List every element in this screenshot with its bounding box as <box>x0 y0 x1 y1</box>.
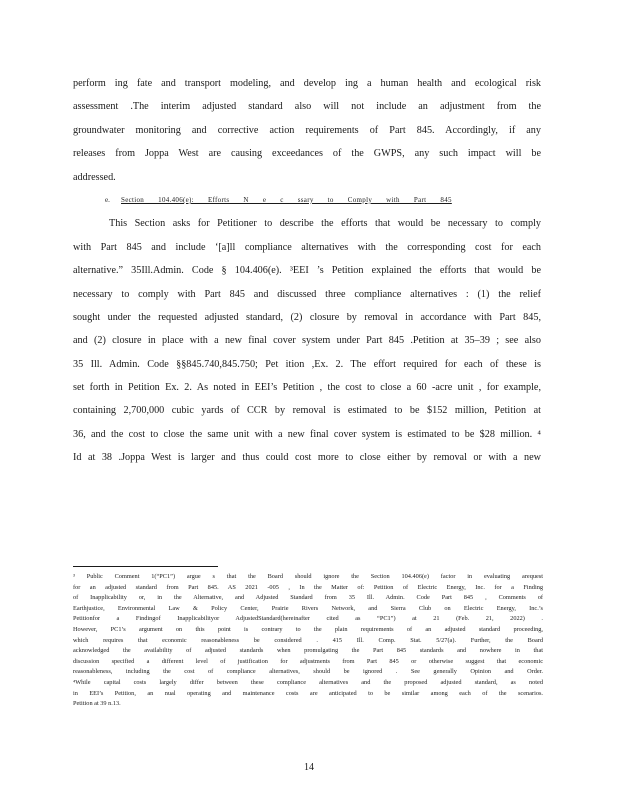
footnote-line: Petition at 39 n.13. <box>73 700 121 708</box>
body-line: assessment .The interim adjusted standard also will not include an adjustment from the <box>73 101 541 113</box>
section-heading-title: Section 104.406(e): Efforts N e c ssary to Comply with Part 845 <box>121 195 452 204</box>
footnote-line: in EEI’s Petition, an nual operating and maintenance costs are anticipated to be similar among each of the scenarios. <box>73 689 543 697</box>
body-line: with Part 845 and include ‘[a]ll compliance alternatives with the corresponding cost for each <box>73 241 541 253</box>
body-text <box>73 72 541 470</box>
body-line: and (2) closure in place with a new final cover system under Part 845 .Petition at 35–39 ; see also <box>73 335 541 347</box>
footnote-line: acknowledged the availability of adjusted standards when promulgating the Part 845 standards and nowhere in that <box>73 647 543 655</box>
body-line: addressed. <box>73 171 116 183</box>
footnote-line: ³ Public Comment 1(“PC1”) argue s that the Board should ignore the Section 104.406(e) factor in evaluating arequest <box>73 573 543 580</box>
body-line: alternative.” 35Ill.Admin. Code § 104.406(e). ³EEI ’s Petition explained the efforts that would be <box>73 265 541 277</box>
footnote-line: for an adjusted standard from Part 845. AS 2021 -005 , In the Matter of: Petition of Electric Energy, Inc. for a Finding <box>73 583 543 591</box>
footnotes <box>73 572 543 710</box>
footnote-line: discussion specified a different level of justification for adjustments from Part 845 or otherwise suggest that economic <box>73 657 543 665</box>
page-number: 14 <box>304 762 314 773</box>
footnote-line: Petitionfor a Findingof Inapplicabilityor AdjustedStandard(hereinafter cited as “PC1”) at 21 (Feb. 21, 2022) . <box>73 615 543 623</box>
section-heading-letter: e. <box>105 195 110 204</box>
body-line: 35 Ill. Admin. Code §§845.740,845.750; Pet ition ,Ex. 2. The effort required for each of these is <box>73 358 541 370</box>
body-line: containing 2,700,000 cubic yards of CCR by removal is estimated to be $152 million, Petition at <box>73 405 541 417</box>
body-line: 36, and the cost to close the same unit with a new final cover system is estimated to be $28 million. ⁴ <box>73 428 541 440</box>
footnote-line: of Inapplicability or, in the Alternative, and Adjusted Standard from 35 Ill. Admin. Code Part 845 , Comments of <box>73 594 543 602</box>
footnote-line: ⁴While capital costs largely differ between these compliance alternatives and the proposed adjusted standard, as noted <box>73 678 543 686</box>
footnote-line: reasonableness, including the cost of compliance alternatives, should be ignored . See generally Opinion and Order. <box>73 668 543 676</box>
body-line: sought under the requested adjusted standard, (2) closure by removal in accordance with Part 845, <box>73 311 541 323</box>
body-line: This Section asks for Petitioner to describe the efforts that would be necessary to comply <box>109 218 541 230</box>
body-line: set forth in Petition Ex. 2. As noted in EEI’s Petition , the cost to close a 60 -acre unit , for example, <box>73 382 541 394</box>
body-line: perform ing fate and transport modeling, and develop ing a human health and ecological risk <box>73 78 541 89</box>
body-line: Id at 38 .Joppa West is larger and thus could cost more to close either by removal or with a new <box>73 452 541 464</box>
body-line: groundwater monitoring and corrective action requirements of Part 845. Accordingly, if any <box>73 124 541 136</box>
footnote-line: which requires that economic reasonableness be considered . 415 Ill. Comp. Stat. 5/27(a). Further, the Board <box>73 636 543 644</box>
section-heading <box>73 189 541 212</box>
body-line: necessary to comply with Part 845 and discussed three compliance alternatives : (1) the relief <box>73 288 541 300</box>
footnote-divider <box>73 566 218 567</box>
footnote-line: Earthjustice, Environmental Law & Policy Center, Prairie Rivers Network, and Sierra Club on Electric Energy, Inc.’s <box>73 604 543 612</box>
footnote-line: However, PC1’s argument on this point is contrary to the plain requirements of an adjusted standard proceeding, <box>73 625 543 633</box>
body-line: releases from Joppa West are causing exceedances of the GWPS, any such impact will be <box>73 148 541 160</box>
